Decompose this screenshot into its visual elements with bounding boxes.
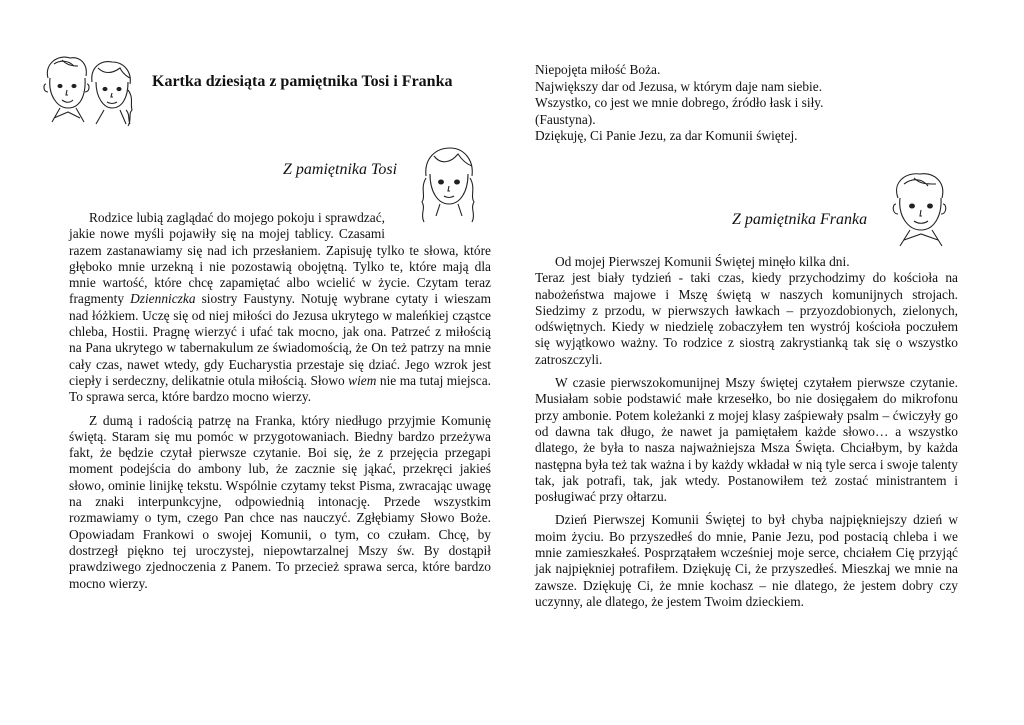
franek-diary-heading: Z pamiętnika Franka — [732, 211, 868, 228]
faustyna-quote — [535, 62, 823, 145]
franek-paragraph-1-continued: Teraz jest biały tydzień - taki czas, kiedy przychodzimy do kościoła na nabożeństwa majowe i Mszę świętą w naszych komunijnych strojach. Siedzimy z przodu, w pierwszych ławkach – przyozdobionych, zielonych, odświętnych. Kiedy w niedzielę zobaczyłem ten wystrój kościoła poczułem się wyjątkowo ważny. To rodzice z siostrą zakrystianką tak się o wszystko zatroszczyli. — [535, 270, 958, 367]
franek-diary-text — [535, 254, 958, 617]
tosia-diary-text — [69, 210, 491, 599]
quote-line: Dziękuję, Ci Panie Jezu, za dar Komunii świętej. — [535, 128, 798, 143]
quote-line: Największy dar od Jezusa, w którym daje nam siebie. — [535, 78, 823, 94]
franek-paragraph-1: Od mojej Pierwszej Komunii Świętej minęło kilka dni. — [555, 254, 850, 269]
page-title: Kartka dziesiąta z pamiętnika Tosi i Franka — [152, 73, 453, 90]
tosia-diary-heading: Z pamiętnika Tosi — [283, 161, 398, 178]
quote-line: Wszystko, co jest we mnie dobrego, źródło łask i siły. — [535, 95, 824, 110]
quote-line: Niepojęta miłość Boża. — [535, 62, 661, 77]
franek-paragraph-2: W czasie pierwszokomunijnej Mszy świętej czytałem pierwsze czytanie. Musiałam sobie podstawić małe krzesełko, bo nie dosięgałem do mikrofonu przy ambonie. Potem koleżanki z mojej klasy zaśpiewały psalm – ćwiczyły go od dawna tak długo, że nawet ja pamiętałem każde słowo… a wszystko dlatego, że była to nasza najważniejsza Msza Święta. Chciałbym, by każda następna była też tak ważna i by każdy wkładał w nią tyle serca i swoje talenty tak, jak potrafi, tak, jak wtedy. Postanowiłem też zostać ministrantem i posługiwać przy ołtarzu. — [535, 375, 958, 505]
boy-face-icon — [44, 57, 89, 122]
quote-line: (Faustyna). — [535, 111, 596, 127]
franek-paragraph-3: Dzień Pierwszej Komunii Świętej to był chyba najpiękniejszy dzień w moim życiu. Bo przyszedłeś do mnie, Panie Jezu, pod postacią chleba i we mnie zamieszkałeś. Posprzątałem wcześniej moje serce, chciałem Cię przyjąć jak najpiękniej potrafiłem. Dziękuję Ci, że przyszedłeś. Mieszkaj we mnie na zawsze. Dziękuję Ci, że mnie kochasz – nie dlatego, że jestem dobry czy uczynny, ale dlatego, że jestem Twoim dzieckiem. — [535, 512, 958, 609]
tosia-paragraph-1: Rodzice lubią zaglądać do mojego pokoju i sprawdzać, jakie nowe myśli pojawiły się na mojej tablicy. Czasami razem zastanawiamy się nad ich przesłaniem. Zapisuję tylko te słowa, które głęboko mnie urzekną i nie pozostawią obojętną. Tylko te, które mają dla mnie wartość, które chcę zapamiętać albo wcielić w życie. Czytam teraz fragmenty Dzienniczka siostry Faustyny. Notuję wybrane cytaty i wieszam nad łóżkiem. Uczę się od niej miłości do Jezusa ukrytego w maleńkiej cząstce chleba, Hostii. Pragnę wierzyć i ufać tak mocno, jak ona. Patrzeć z miłością na Pana ukrytego w tabernakulum ze świadomością, że On też patrzy na mnie cały czas, nawet wtedy, gdy Eucharystia przestaje się dziać. Jego wzrok jest ciepły i serdeczny, delikatnie otula miłością. Słowo wiem nie ma tutaj miejsca. To sprawa serca, które bardzo mocno wierzy. — [69, 210, 492, 405]
boy-and-girl-illustration — [40, 52, 145, 130]
boy-portrait-icon — [886, 168, 958, 254]
girl-face-icon — [92, 62, 132, 126]
tosia-paragraph-2: Z dumą i radością patrzę na Franka, który niedługo przyjmie Komunię świętą. Staram się mu pomóc w przygotowaniach. Biedny bardzo przeżywa fakt, że będzie czytał pierwsze czytanie. Boi się, że z przejęcia przegapi moment podejścia do ambony lub, że zacznie się jąkać, przekręci jakieś słowo, ominie linijkę tekstu. Wspólnie czytamy tekst Pisma, zwracając uwagę na znaki interpunkcyjne, odpowiednią intonację. Przede wszystkim rozmawiamy o tym, czego Pan chce nas nauczyć. Zgłębiamy Słowo Boże. Opowiadam Frankowi o swojej Komunii, o tym, co czułam. Chcę, by dostrzegł piękno tej uroczystej, niepowtarzalnej Mszy św. By dostąpił prawdziwego zjednoczenia z Panem. To przecież sprawa serca, które bardzo mocno wierzy. — [69, 412, 491, 591]
